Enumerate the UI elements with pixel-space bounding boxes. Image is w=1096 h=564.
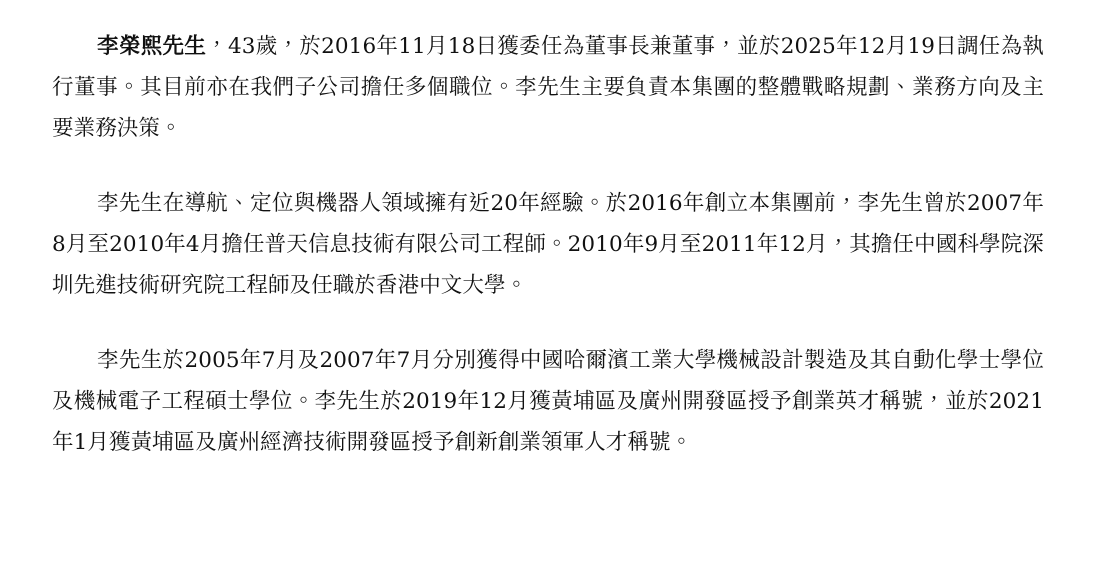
paragraph-1 [52,26,1044,149]
paragraph-3: 李先生於2005年7月及2007年7月分別獲得中國哈爾濱工業大學機械設計製造及其自動化學士學位及機械電子工程碩士學位。李先生於2019年12月獲黃埔區及廣州開發區授予創業英才稱號，並於2021年1月獲黃埔區及廣州經濟技術開發區授予創新創業領軍人才稱號。 [52,348,1044,455]
person-name: 李榮熙先生 [97,34,207,59]
paragraph-2: 李先生在導航、定位與機器人領域擁有近20年經驗。於2016年創立本集團前，李先生曾於2007年8月至2010年4月擔任普天信息技術有限公司工程師。2010年9月至2011年12月，其擔任中國科學院深圳先進技術研究院工程師及任職於香港中文大學。 [52,191,1044,298]
paragraph-1-text: ，43歲，於2016年11月18日獲委任為董事長兼董事，並於2025年12月19日調任為執行董事。其目前亦在我們子公司擔任多個職位。李先生主要負責本集團的整體戰略規劃、業務方向及主要業務決策。 [52,34,1044,141]
